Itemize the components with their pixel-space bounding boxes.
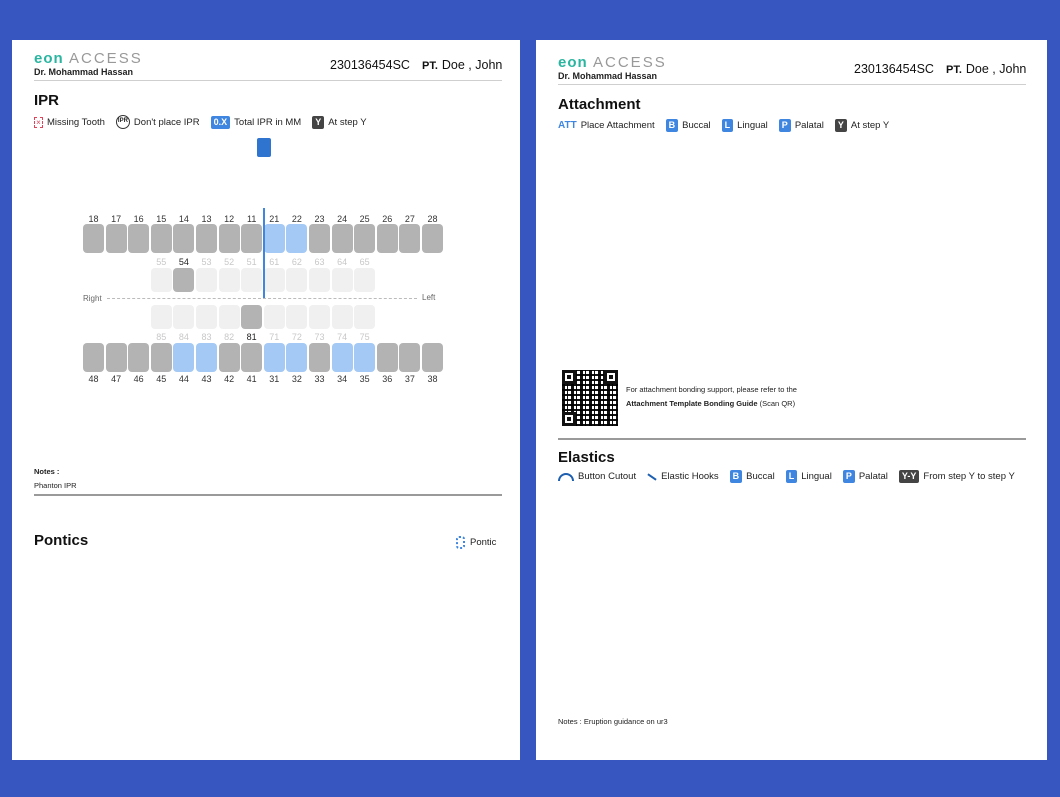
primary-number: 65 — [359, 257, 370, 267]
tooth-number: 13 — [201, 214, 212, 224]
tooth-number: 41 — [246, 374, 257, 384]
ipr-pontics-page — [12, 40, 520, 760]
tooth-number: 24 — [337, 214, 348, 224]
tooth-number: 36 — [382, 374, 393, 384]
primary-number: 75 — [359, 332, 370, 342]
primary-number: 74 — [337, 332, 348, 342]
tooth-number: 14 — [178, 214, 189, 224]
primary-number: 53 — [201, 257, 212, 267]
tooth-number: 18 — [88, 214, 99, 224]
tooth-number: 45 — [156, 374, 167, 384]
tooth-number: 27 — [404, 214, 415, 224]
tooth-number: 16 — [133, 214, 144, 224]
primary-number: 73 — [314, 332, 325, 342]
tooth-number: 46 — [133, 374, 144, 384]
primary-number: 84 — [178, 332, 189, 342]
primary-number: 71 — [269, 332, 280, 342]
tooth-number: 33 — [314, 374, 325, 384]
tooth-number: 11 — [247, 214, 257, 224]
elastics-notes: Notes : Eruption guidance on ur3 — [558, 717, 668, 726]
primary-number: 54 — [178, 257, 189, 267]
doctor-name: Dr. Mohammad Hassan — [558, 71, 658, 81]
tooth-number: 48 — [88, 374, 99, 384]
attachment-legend: ATT Place Attachment B Buccal L Lingual P Palatal Y At step Y — [558, 120, 890, 131]
buccal-badge: B — [666, 119, 679, 132]
elastics-title: Elastics — [558, 449, 615, 466]
tooth-number: 32 — [291, 374, 302, 384]
patient-name: PT. Doe , John — [946, 62, 1027, 76]
attachment-elastics-page — [536, 40, 1047, 760]
step-badge: Y — [312, 116, 324, 129]
primary-number: 85 — [156, 332, 167, 342]
tooth-number: 38 — [427, 374, 438, 384]
elastics-tooth-chart — [536, 40, 1047, 760]
no-ipr-icon: IPR — [116, 115, 130, 129]
pontic-tooth-chart — [12, 40, 520, 760]
primary-number: 55 — [156, 257, 167, 267]
right-label: Right — [83, 294, 102, 303]
primary-number: 51 — [246, 257, 257, 267]
att-icon: ATT — [558, 120, 577, 131]
step-badge: Y — [835, 119, 847, 132]
patient-name: PT. Doe , John — [422, 58, 503, 72]
tooth-number: 21 — [269, 214, 280, 224]
eon-access-logo: eon ACCESS — [558, 54, 667, 71]
case-number: 230136454SC — [330, 58, 410, 72]
elastics-legend: Button Cutout Elastic Hooks B Buccal L Lingual P Palatal Y-Y From step Y to step Y — [558, 470, 1021, 483]
case-number: 230136454SC — [854, 62, 934, 76]
doctor-name: Dr. Mohammad Hassan — [34, 67, 134, 77]
tooth-number: 23 — [314, 214, 325, 224]
buccal-badge: B — [730, 470, 743, 483]
step-range-badge: Y-Y — [899, 470, 920, 483]
tooth-number: 37 — [404, 374, 415, 384]
palatal-badge: P — [779, 119, 791, 132]
tooth-number: 42 — [224, 374, 235, 384]
tooth-number: 22 — [291, 214, 302, 224]
eon-access-logo: eon ACCESS — [34, 50, 143, 67]
tooth-number: 15 — [156, 214, 167, 224]
tooth-number: 28 — [427, 214, 438, 224]
tooth-number: 44 — [178, 374, 189, 384]
tooth-number: 17 — [111, 214, 122, 224]
tooth-number: 47 — [111, 374, 122, 384]
primary-number: 72 — [291, 332, 302, 342]
total-ipr-badge: 0.X — [211, 116, 231, 129]
primary-number: 52 — [224, 257, 235, 267]
ipr-title: IPR — [34, 92, 60, 109]
tooth-number: 25 — [359, 214, 370, 224]
pontics-title: Pontics — [34, 532, 89, 549]
primary-number: 82 — [224, 332, 235, 342]
primary-number: 83 — [201, 332, 212, 342]
pontics-legend: Pontic — [456, 536, 496, 549]
ipr-legend: × Missing Tooth IPR Don't place IPR 0.X Total IPR in MM Y At step Y — [34, 115, 373, 129]
lingual-badge: L — [786, 470, 798, 483]
tooth-number: 12 — [224, 214, 235, 224]
lingual-badge: L — [722, 119, 734, 132]
ipr-notes-text: Phanton IPR — [34, 481, 77, 490]
primary-number: 62 — [291, 257, 302, 267]
left-label: Left — [422, 293, 436, 302]
attachment-title: Attachment — [558, 96, 641, 113]
ipr-notes-label: Notes : — [34, 467, 60, 476]
primary-number: 61 — [269, 257, 280, 267]
palatal-badge: P — [843, 470, 855, 483]
tooth-number: 34 — [337, 374, 348, 384]
missing-tooth-icon: × — [34, 117, 43, 128]
primary-number: 63 — [314, 257, 325, 267]
qr-instructions: For attachment bonding support, please refer to the Attachment Template Bonding Guide (Scan QR) — [626, 385, 797, 408]
tooth-number: 35 — [359, 374, 370, 384]
tooth-number: 26 — [382, 214, 393, 224]
tooth-number: 31 — [269, 374, 280, 384]
primary-number: 64 — [337, 257, 348, 267]
primary-number: 81 — [246, 332, 257, 342]
tooth-number: 43 — [201, 374, 212, 384]
